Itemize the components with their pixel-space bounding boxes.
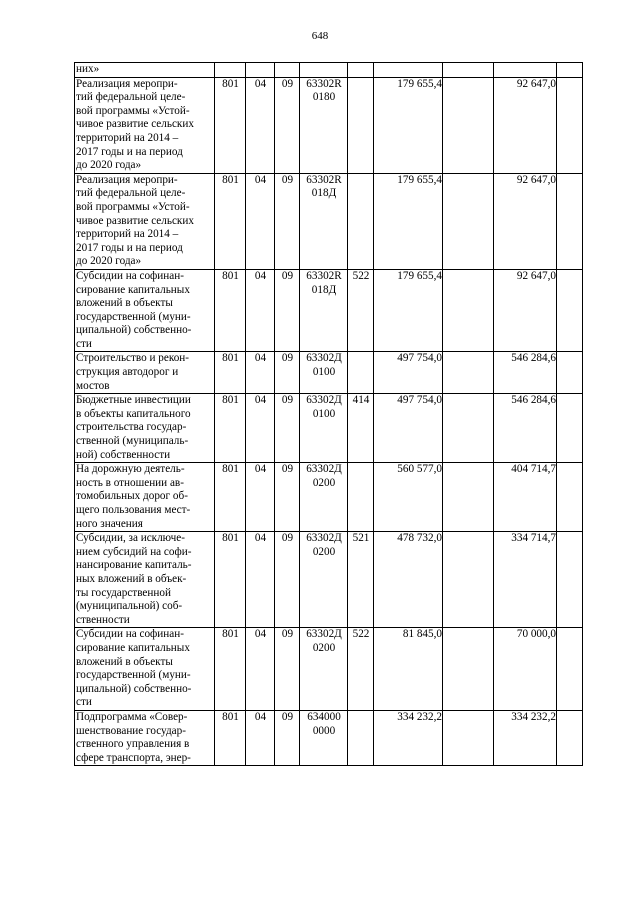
table-row: [75, 352, 583, 394]
row-name-line: государственной (муни-: [76, 669, 191, 682]
ministry-code-cell: 801: [215, 352, 246, 394]
amount-cell-1: 497 754,0: [374, 352, 443, 394]
target-article-line: 0200: [312, 641, 336, 654]
expense-type-cell: [348, 710, 374, 765]
row-name-cell: [75, 394, 215, 463]
row-name-line: государственной (муни-: [76, 310, 191, 323]
target-article-line: 63302Д: [306, 532, 342, 545]
amount-cell-3: 334 232,2: [494, 710, 557, 765]
section-code-cell: 04: [246, 628, 275, 711]
target-article-cell: [300, 710, 348, 765]
row-name-line: Субсидии на софинан-: [76, 269, 184, 282]
target-article-line: 63302Д: [306, 463, 342, 476]
row-name-line: ципальной) собственно-: [76, 324, 192, 337]
table-body: [75, 63, 583, 766]
row-name-cell: [75, 628, 215, 711]
amount-cell-1: 334 232,2: [374, 710, 443, 765]
row-name-line: вой программы «Устой-: [76, 200, 190, 213]
amount-cell-1: 179 655,4: [374, 173, 443, 269]
amount-cell-4: [557, 173, 583, 269]
row-name-line: строительства государ-: [76, 421, 187, 434]
row-name-line: томобильных дорог об-: [76, 490, 188, 503]
amount-cell-2: [443, 352, 494, 394]
row-name-line: ность в отношении ав-: [76, 476, 184, 489]
row-name-line: На дорожную деятель-: [76, 463, 185, 476]
expense-type-cell: [348, 352, 374, 394]
amount-cell-1: 560 577,0: [374, 463, 443, 532]
row-name-line: Реализация меропри-: [76, 173, 178, 186]
row-name-line: Субсидии, за исключе-: [76, 532, 185, 545]
row-name-line: щего пользования мест-: [76, 504, 191, 516]
expense-type-cell: 522: [348, 269, 374, 352]
row-name-line: Субсидии на софинан-: [76, 628, 184, 641]
table-row: [75, 710, 583, 765]
row-name-line: Подпрограмма «Совер-: [76, 710, 188, 723]
target-article-cell: [300, 77, 348, 173]
row-name-line: ной) собственности: [76, 448, 171, 461]
row-name-line: чивое развитие сельских: [76, 118, 194, 131]
row-name-line: тий федеральной целе-: [76, 91, 186, 104]
section-code-cell: 04: [246, 269, 275, 352]
row-name-line: Строительство и рекон-: [76, 352, 190, 365]
ministry-code-cell: 801: [215, 628, 246, 711]
ministry-code-cell: 801: [215, 269, 246, 352]
amount-cell-4: [557, 63, 583, 78]
row-name-line: ного значения: [76, 517, 143, 530]
row-name-line: чивое развитие сельских: [76, 214, 194, 227]
table-row: [75, 269, 583, 352]
amount-cell-2: [443, 269, 494, 352]
row-name-line: ственности: [76, 613, 130, 626]
row-name-line: ных вложений в объек-: [76, 572, 187, 585]
amount-cell-3: 70 000,0: [494, 628, 557, 711]
section-code-cell: [246, 63, 275, 78]
target-article-line: 63302R: [306, 77, 342, 90]
expense-type-cell: 521: [348, 532, 374, 628]
amount-cell-3: 92 647,0: [494, 77, 557, 173]
expense-type-cell: [348, 173, 374, 269]
target-article-line: 634000: [307, 710, 341, 723]
row-name-cell: [75, 269, 215, 352]
amount-cell-2: [443, 628, 494, 711]
row-name-cell: [75, 77, 215, 173]
row-name-line: вой программы «Устой-: [76, 104, 190, 117]
subsection-code-cell: 09: [275, 710, 300, 765]
amount-cell-2: [443, 710, 494, 765]
target-article-line: 018Д: [311, 283, 337, 296]
page-number: 648: [311, 30, 329, 42]
amount-cell-1: [374, 63, 443, 78]
row-name-line: сфере транспорта, энер-: [76, 751, 191, 764]
target-article-cell: [300, 394, 348, 463]
section-code-cell: 04: [246, 394, 275, 463]
subsection-code-cell: 09: [275, 352, 300, 394]
target-article-cell: [300, 63, 348, 78]
amount-cell-4: [557, 463, 583, 532]
expense-type-cell: [348, 77, 374, 173]
ministry-code-cell: 801: [215, 394, 246, 463]
target-article-line: 63302Д: [306, 394, 342, 407]
target-article-line: 0200: [312, 545, 336, 558]
amount-cell-1: 81 845,0: [374, 628, 443, 711]
amount-cell-2: [443, 63, 494, 78]
ministry-code-cell: [215, 63, 246, 78]
section-code-cell: 04: [246, 77, 275, 173]
row-name-line: мостов: [76, 379, 110, 392]
subsection-code-cell: 09: [275, 532, 300, 628]
row-name-line: ты государственной: [76, 586, 171, 599]
row-name-line: сирование капитальных: [76, 283, 190, 296]
target-article-cell: [300, 628, 348, 711]
row-name-cell: [75, 463, 215, 532]
target-article-line: 0100: [312, 407, 336, 420]
target-article-cell: [300, 352, 348, 394]
row-name-line: них»: [76, 63, 100, 75]
row-name-line: (муниципальной) соб-: [76, 600, 183, 613]
table-row: [75, 77, 583, 173]
subsection-code-cell: 09: [275, 173, 300, 269]
amount-cell-4: [557, 269, 583, 352]
row-name-line: вложений в объекты: [76, 655, 173, 668]
row-name-line: тий федеральной целе-: [76, 187, 186, 200]
amount-cell-4: [557, 710, 583, 765]
amount-cell-2: [443, 77, 494, 173]
amount-cell-1: 497 754,0: [374, 394, 443, 463]
row-name-line: территорий на 2014 –: [76, 228, 179, 241]
ministry-code-cell: 801: [215, 463, 246, 532]
section-code-cell: 04: [246, 173, 275, 269]
amount-cell-2: [443, 394, 494, 463]
row-name-line: струкция автодорог и: [76, 366, 179, 379]
amount-cell-1: 179 655,4: [374, 269, 443, 352]
table-row: [75, 463, 583, 532]
expense-type-cell: [348, 63, 374, 78]
row-name-line: ственной (муниципаль-: [76, 435, 189, 448]
row-name-cell: [75, 63, 215, 78]
subsection-code-cell: 09: [275, 269, 300, 352]
expense-type-cell: [348, 463, 374, 532]
amount-cell-4: [557, 532, 583, 628]
amount-cell-4: [557, 628, 583, 711]
row-name-line: сти: [76, 337, 92, 350]
row-name-line: до 2020 года»: [76, 159, 142, 172]
subsection-code-cell: 09: [275, 394, 300, 463]
row-name-cell: [75, 532, 215, 628]
amount-cell-2: [443, 173, 494, 269]
amount-cell-3: 546 284,6: [494, 352, 557, 394]
subsection-code-cell: 09: [275, 628, 300, 711]
amount-cell-2: [443, 463, 494, 532]
subsection-code-cell: [275, 63, 300, 78]
target-article-line: 63302R: [306, 173, 342, 186]
row-name-cell: [75, 710, 215, 765]
row-name-line: нансирование капиталь-: [76, 559, 192, 572]
target-article-cell: [300, 269, 348, 352]
table-row: [75, 394, 583, 463]
row-name-line: ципальной) собственно-: [76, 682, 192, 695]
expense-type-cell: 522: [348, 628, 374, 711]
row-name-line: сти: [76, 696, 92, 709]
row-name-line: Бюджетные инвестиции: [76, 394, 191, 407]
amount-cell-3: 546 284,6: [494, 394, 557, 463]
section-code-cell: 04: [246, 352, 275, 394]
target-article-cell: [300, 532, 348, 628]
target-article-line: 63302Д: [306, 628, 342, 641]
amount-cell-2: [443, 532, 494, 628]
subsection-code-cell: 09: [275, 463, 300, 532]
subsection-code-cell: 09: [275, 77, 300, 173]
target-article-line: 63302R: [306, 269, 342, 282]
target-article-line: 0200: [312, 476, 336, 489]
ministry-code-cell: 801: [215, 77, 246, 173]
target-article-line: 0180: [312, 91, 336, 104]
row-name-line: 2017 годы и на период: [76, 145, 183, 158]
amount-cell-3: [494, 63, 557, 78]
row-name-line: 2017 годы и на период: [76, 241, 183, 254]
ministry-code-cell: 801: [215, 710, 246, 765]
row-name-cell: [75, 173, 215, 269]
amount-cell-3: 92 647,0: [494, 173, 557, 269]
table-row: [75, 173, 583, 269]
row-name-line: в объекты капитального: [76, 407, 191, 420]
row-name-line: нием субсидий на софи-: [76, 545, 192, 558]
amount-cell-3: 92 647,0: [494, 269, 557, 352]
amount-cell-3: 404 714,7: [494, 463, 557, 532]
section-code-cell: 04: [246, 532, 275, 628]
table-row: [75, 628, 583, 711]
row-name-line: территорий на 2014 –: [76, 131, 179, 144]
row-name-cell: [75, 352, 215, 394]
amount-cell-4: [557, 394, 583, 463]
row-name-line: сирование капитальных: [76, 641, 190, 654]
table-row: [75, 63, 583, 78]
target-article-line: 018Д: [311, 187, 337, 200]
ministry-code-cell: 801: [215, 532, 246, 628]
row-name-line: до 2020 года»: [76, 255, 142, 268]
amount-cell-1: 179 655,4: [374, 77, 443, 173]
target-article-cell: [300, 173, 348, 269]
amount-cell-3: 334 714,7: [494, 532, 557, 628]
table-row: [75, 532, 583, 628]
target-article-cell: [300, 463, 348, 532]
target-article-line: 0100: [312, 366, 336, 379]
amount-cell-4: [557, 352, 583, 394]
target-article-line: 63302Д: [306, 352, 342, 365]
section-code-cell: 04: [246, 463, 275, 532]
row-name-line: Реализация меропри-: [76, 77, 178, 90]
amount-cell-1: 478 732,0: [374, 532, 443, 628]
amount-cell-4: [557, 77, 583, 173]
target-article-line: 0000: [312, 724, 336, 737]
row-name-line: шенствование государ-: [76, 724, 186, 737]
row-name-line: ственного управления в: [76, 738, 190, 751]
row-name-line: вложений в объекты: [76, 297, 173, 310]
section-code-cell: 04: [246, 710, 275, 765]
expense-type-cell: 414: [348, 394, 374, 463]
ministry-code-cell: 801: [215, 173, 246, 269]
budget-table: [74, 62, 583, 766]
